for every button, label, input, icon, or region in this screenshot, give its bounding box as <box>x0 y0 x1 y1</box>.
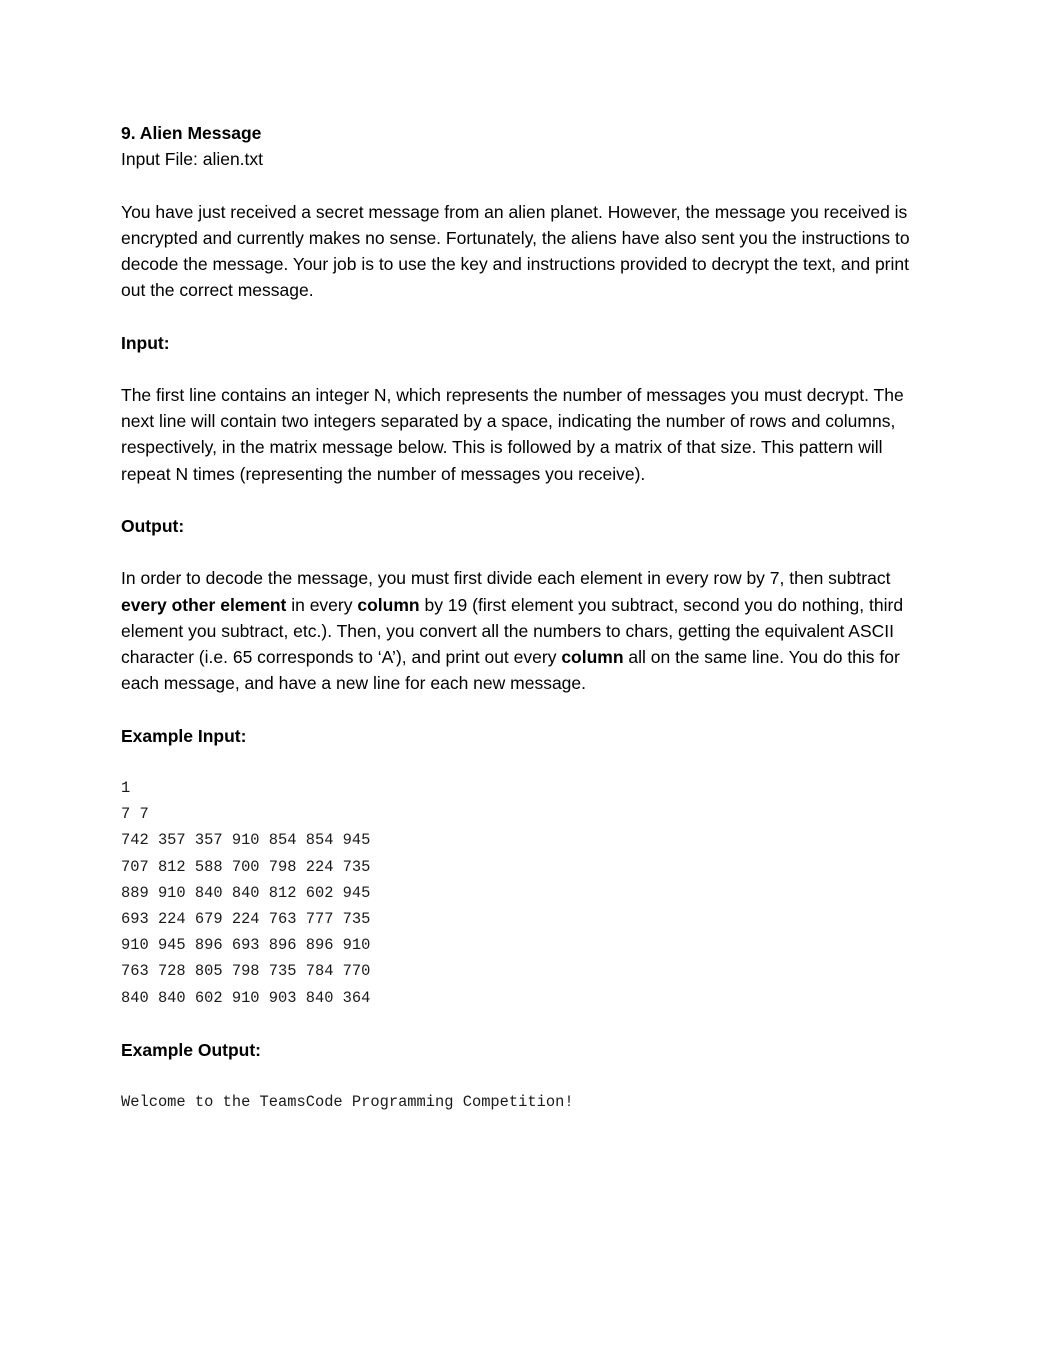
output-paragraph-part-3: by 19 (first element you subtract, second you do nothing, third element you subtract, etc.). Then, you convert all the numbers to chars, getting the equivalent ASCII character (i.e. 65 corresponds to ‘A’), and print out every <box>121 594 904 667</box>
spacer <box>121 303 933 329</box>
spacer <box>121 1063 933 1089</box>
code-line: Welcome to the TeamsCode Programming Competition! <box>121 1093 574 1112</box>
code-line: 910 945 896 693 896 896 910 <box>121 936 371 955</box>
code-line: 742 357 357 910 854 854 945 <box>121 831 371 850</box>
intro-paragraph: You have just received a secret message from an alien planet. However, the message you received is encrypted and currently makes no sense. Fortunately, the aliens have also sent you the instructions to decode the message. Your job is to use the key and instructions provided to decrypt the text, and print out the correct message. <box>121 201 910 301</box>
output-paragraph-bold-column-2: column <box>561 646 624 667</box>
input-section-heading: Input: <box>121 332 170 353</box>
output-paragraph-bold-column-1: column <box>357 594 420 615</box>
spacer <box>121 749 933 775</box>
output-paragraph-part-1: In order to decode the message, you must first divide each element in every row by 7, then subtract <box>121 568 891 589</box>
output-paragraph-part-4: all on the same line. You do this for each message, and have a new line for each new message. <box>121 646 900 694</box>
page-title: 9. Alien Message <box>121 123 262 143</box>
output-section-heading: Output: <box>121 515 185 536</box>
code-line: 693 224 679 224 763 777 735 <box>121 909 371 928</box>
example-input-heading: Example Input: <box>121 725 247 746</box>
example-output-block <box>121 1089 933 1115</box>
code-line: 840 840 602 910 903 840 364 <box>121 988 371 1007</box>
spacer <box>121 487 933 513</box>
code-line: 889 910 840 840 812 602 945 <box>121 883 371 902</box>
output-section-paragraph <box>121 565 933 696</box>
spacer <box>121 696 933 722</box>
spacer <box>121 539 933 565</box>
code-line: 1 <box>121 778 131 797</box>
code-line: 707 812 588 700 798 224 735 <box>121 857 371 876</box>
code-line: 7 7 <box>121 805 149 824</box>
output-paragraph-bold-every-other-element: every other element <box>121 594 287 615</box>
spacer <box>121 1011 933 1037</box>
example-output-heading: Example Output: <box>121 1039 262 1060</box>
output-paragraph-part-2: in every <box>286 594 358 615</box>
spacer <box>121 172 933 198</box>
spacer <box>121 356 933 382</box>
example-input-block <box>121 775 933 1011</box>
document-content <box>121 120 933 1116</box>
input-file-line: Input File: alien.txt <box>121 149 264 170</box>
input-section-paragraph: The first line contains an integer N, which represents the number of messages you must decrypt. The next line will contain two integers separated by a space, indicating the number of rows and columns, respectively, in the matrix message below. This is followed by a matrix of that size. This pattern will repeat N times (representing the number of messages you receive). <box>121 384 904 484</box>
code-line: 763 728 805 798 735 784 770 <box>121 962 371 981</box>
